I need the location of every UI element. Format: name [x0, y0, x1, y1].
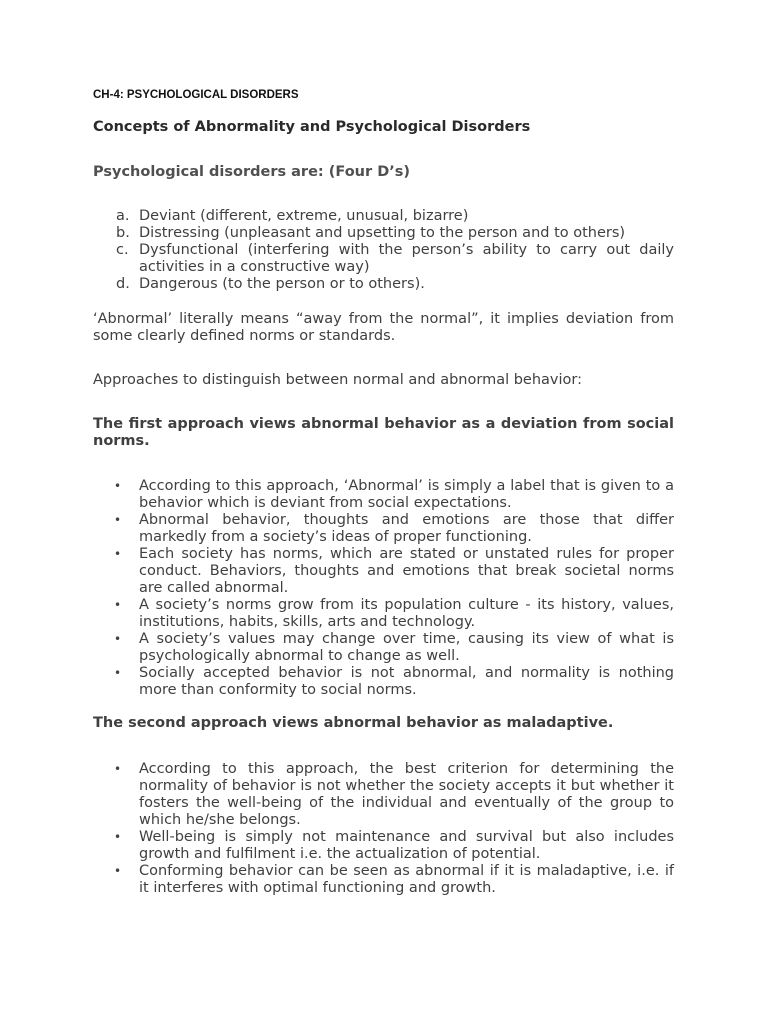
second-approach-heading: The second approach views abnormal behavior as maladaptive. — [93, 715, 614, 731]
list-item — [93, 829, 674, 863]
bullet-icon: • — [114, 830, 122, 844]
list-marker: b. — [116, 225, 130, 241]
list-item — [93, 242, 674, 276]
list-item — [93, 631, 674, 665]
bullet-icon: • — [114, 762, 122, 776]
list-marker: c. — [116, 242, 129, 258]
bullet-icon: • — [114, 632, 122, 646]
list-item-text: Conforming behavior can be seen as abnormal if it is maladaptive, i.e. if it interferes with optimal functioning and growth. — [139, 863, 674, 896]
list-item — [93, 761, 674, 829]
approaches-intro: Approaches to distinguish between normal and abnormal behavior: — [93, 372, 582, 388]
list-item-text: According to this approach, the best criterion for determining the normality of behavior is not whether the society accepts it but whether it fosters the well-being of the individual and eventually of the group to which he/she belongs. — [139, 761, 674, 828]
bullet-icon: • — [114, 513, 122, 527]
bullet-icon: • — [114, 666, 122, 680]
list-marker: d. — [116, 276, 130, 292]
list-item-text: Each society has norms, which are stated or unstated rules for proper conduct. Behaviors, thoughts and emotions that break societal norms are called abnormal. — [139, 546, 674, 596]
list-item — [93, 665, 674, 699]
list-item-text: A society’s values may change over time, causing its view of what is psychologically abnormal to change as well. — [139, 631, 674, 664]
list-item — [93, 208, 674, 225]
list-item — [93, 478, 674, 512]
list-item — [93, 597, 674, 631]
first-approach-list — [93, 478, 674, 699]
bullet-icon: • — [114, 864, 122, 878]
bullet-icon: • — [114, 598, 122, 612]
list-item-text: According to this approach, ‘Abnormal’ is simply a label that is given to a behavior which is deviant from social expectations. — [139, 478, 674, 511]
list-item — [93, 276, 674, 293]
bullet-icon: • — [114, 479, 122, 493]
list-item-text: Dangerous (to the person or to others). — [139, 276, 425, 292]
list-item-text: Socially accepted behavior is not abnormal, and normality is nothing more than conformity to social norms. — [139, 665, 674, 698]
section-title: Concepts of Abnormality and Psychological Disorders — [93, 119, 531, 135]
abnormal-definition: ‘Abnormal’ literally means “away from the normal”, it implies deviation from some clearly defined norms or standards. — [93, 311, 674, 344]
list-marker: a. — [116, 208, 130, 224]
list-item — [93, 546, 674, 597]
bullet-icon: • — [114, 547, 122, 561]
list-item — [93, 863, 674, 897]
list-item-text: Abnormal behavior, thoughts and emotions are those that differ markedly from a society’s ideas of proper functioning. — [139, 512, 674, 545]
list-item — [93, 225, 674, 242]
list-item-text: Well-being is simply not maintenance and survival but also includes growth and fulfilment i.e. the actualization of potential. — [139, 829, 674, 862]
four-ds-heading: Psychological disorders are: (Four D’s) — [93, 164, 410, 180]
list-item-text: A society’s norms grow from its population culture - its history, values, institutions, habits, skills, arts and technology. — [139, 597, 674, 630]
four-ds-list — [93, 208, 674, 293]
chapter-title: CH-4: PSYCHOLOGICAL DISORDERS — [93, 89, 299, 101]
list-item — [93, 512, 674, 546]
list-item-text: Dysfunctional (interfering with the person’s ability to carry out daily activities in a constructive way) — [139, 242, 674, 275]
list-item-text: Deviant (different, extreme, unusual, bizarre) — [139, 208, 469, 224]
second-approach-list — [93, 761, 674, 897]
list-item-text: Distressing (unpleasant and upsetting to the person and to others) — [139, 225, 626, 241]
first-approach-heading: The first approach views abnormal behavior as a deviation from social norms. — [93, 416, 674, 449]
